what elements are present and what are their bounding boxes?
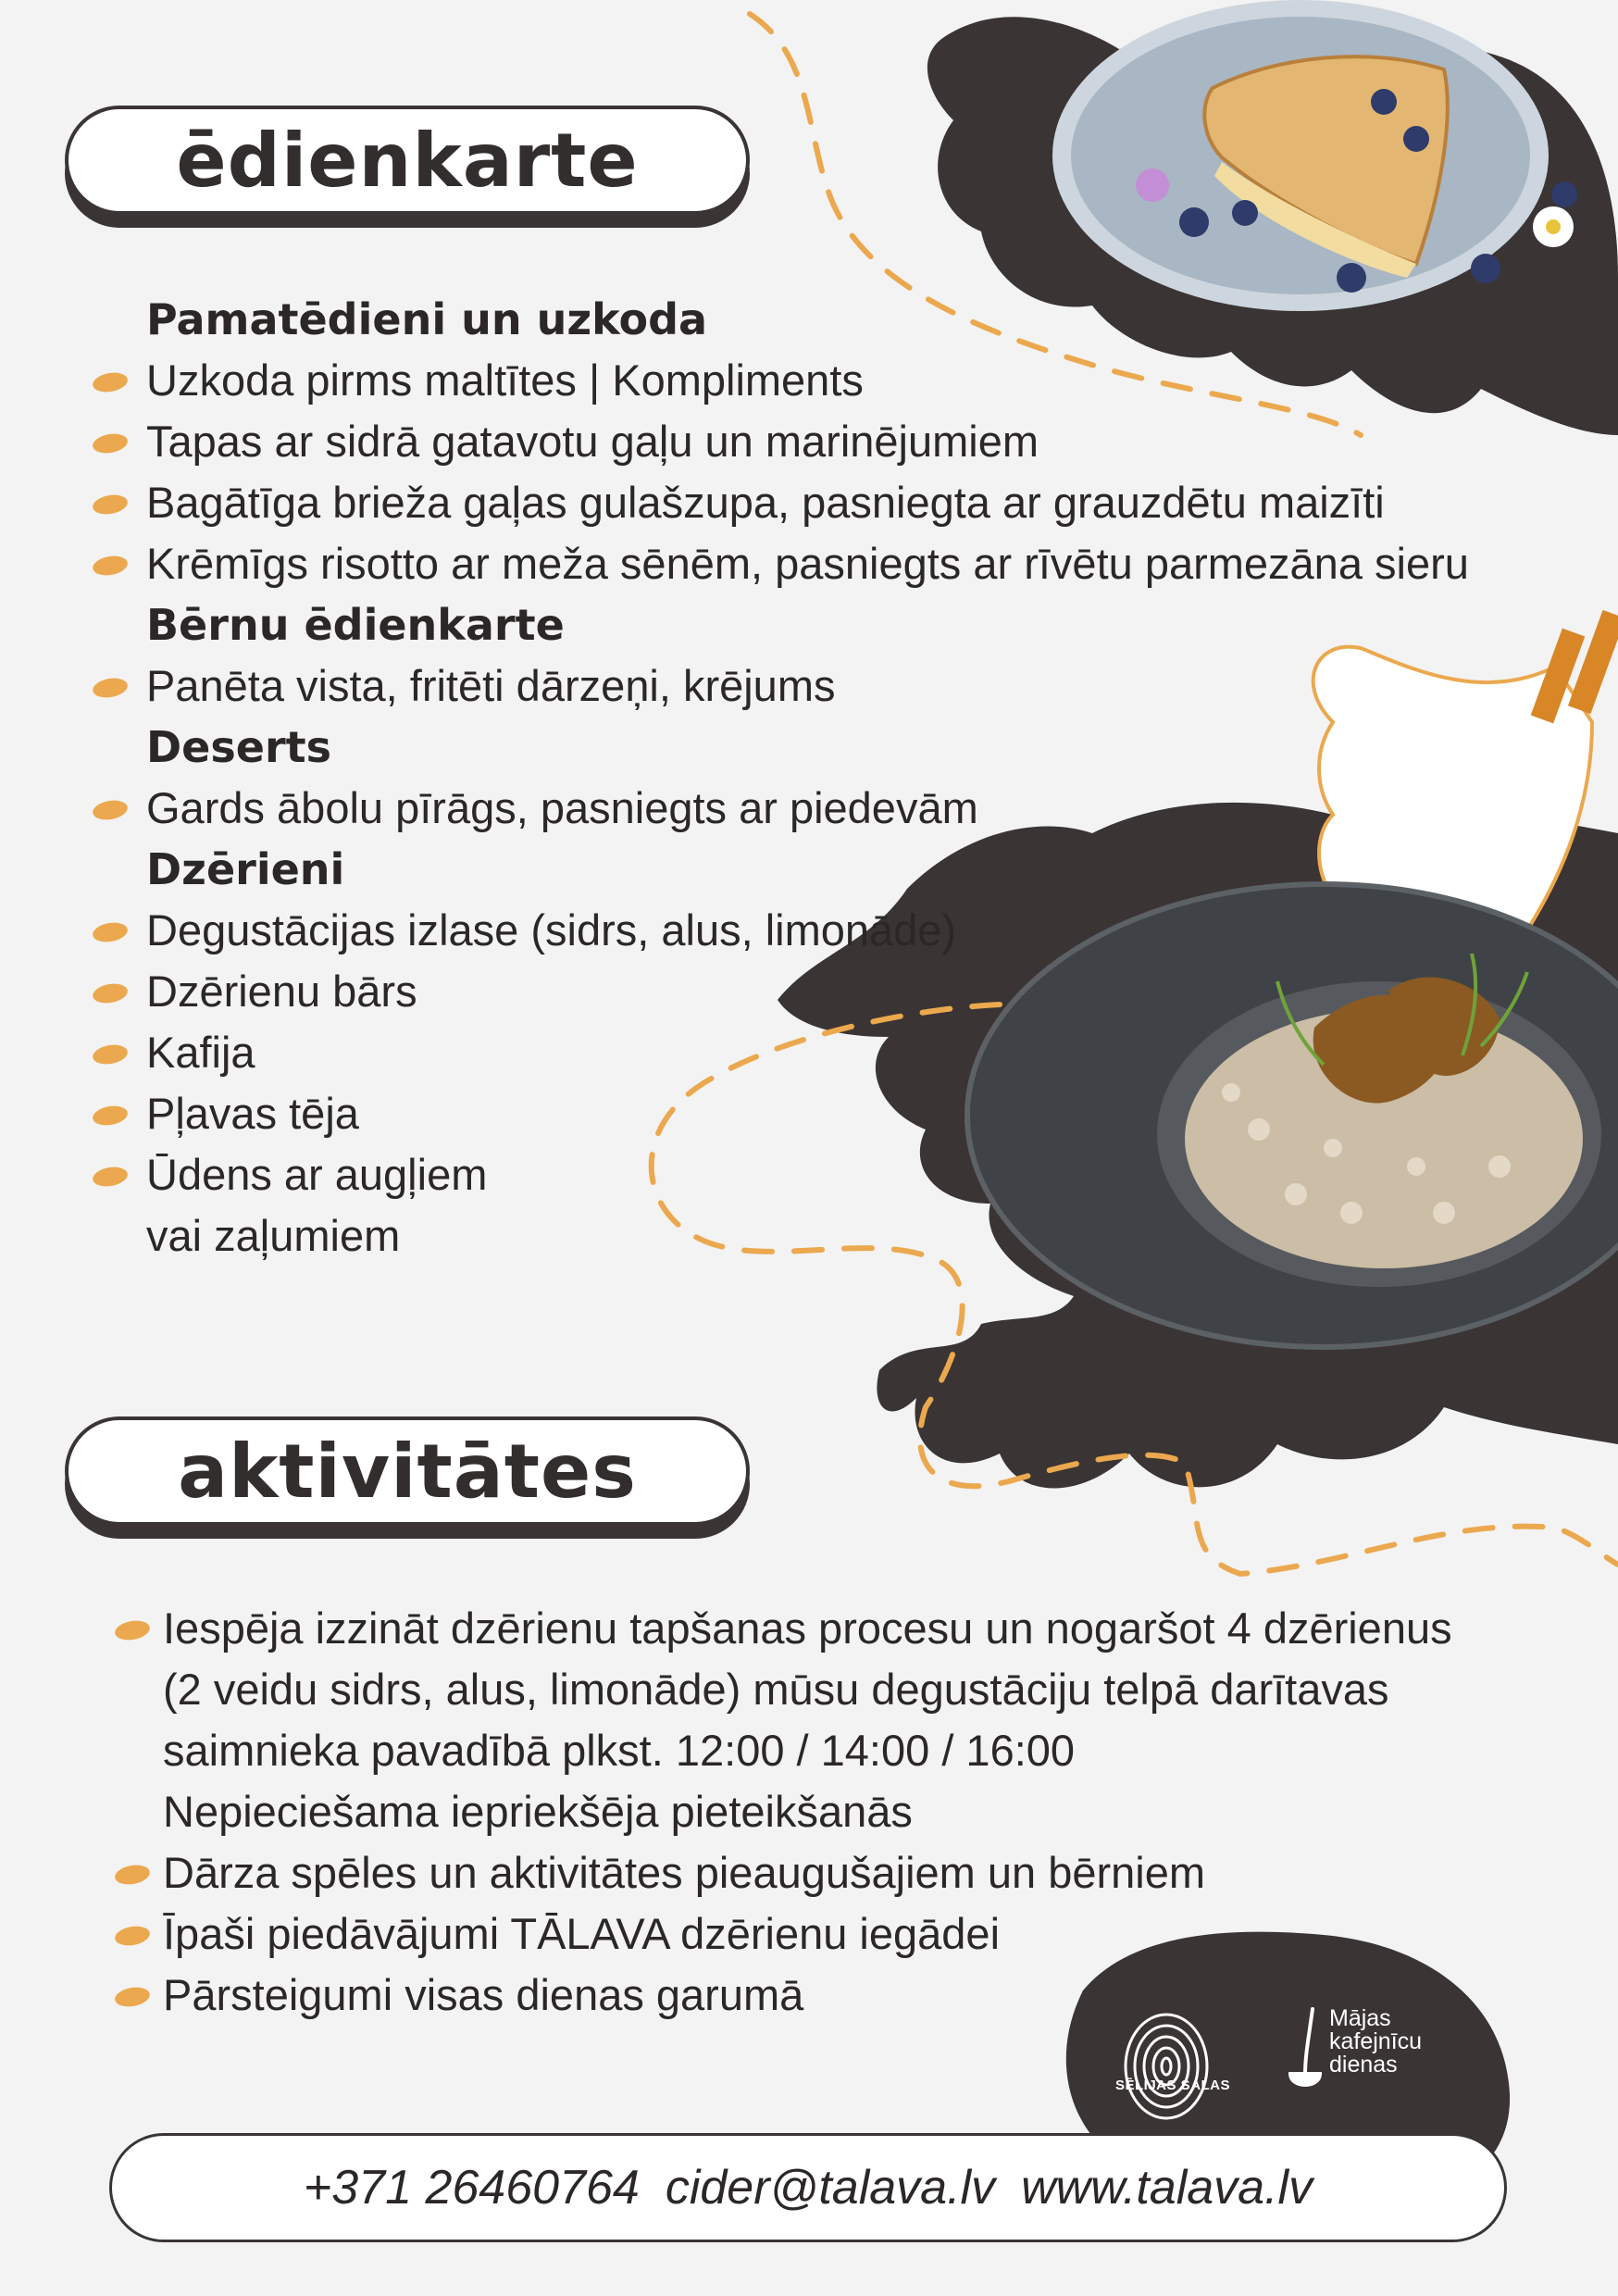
bullet-icon <box>114 1618 152 1642</box>
activity-text: Nepieciešama iepriekšēja pieteikšanās <box>163 1787 913 1836</box>
website-link[interactable]: www.talava.lv <box>1021 2161 1313 2215</box>
contact-bar <box>109 2133 1507 2242</box>
menu-item <box>89 411 1607 472</box>
bullet-icon <box>92 370 130 394</box>
logo-line: Mājas <box>1329 2005 1391 2031</box>
bullet-icon <box>92 431 130 455</box>
activity-text: saimnieka pavadībā plkst. 12:00 / 14:00 / 16:00 <box>163 1726 1076 1775</box>
menu-item <box>89 350 1607 411</box>
menu-item-text: Gards ābolu pīrāgs, pasniegts ar piedevām <box>146 783 978 832</box>
selijas-salas-logo-text: SĒLIJAS SALAS <box>1115 2078 1231 2093</box>
activity-item <box>111 1842 1592 1903</box>
activity-text: (2 veidu sidrs, alus, limonāde) mūsu degustāciju telpā darītavas <box>163 1665 1389 1714</box>
menu-item <box>89 472 1607 533</box>
email-link[interactable]: cider@talava.lv <box>665 2161 996 2215</box>
bullet-icon <box>114 1863 152 1887</box>
menu-item-text: Uzkoda pirms maltītes | Kompliments <box>146 356 864 405</box>
activity-text: Pārsteigumi visas dienas garumā <box>163 1970 804 2019</box>
menu-item-text: Degustācijas izlase (sidrs, alus, limonāde) <box>146 905 957 955</box>
bullet-icon <box>92 676 130 700</box>
bullet-icon <box>92 1165 130 1189</box>
menu-item <box>89 778 1607 839</box>
activity-text: Iespēja izzināt dzērienu tapšanas procesu un nogaršot 4 dzērienus <box>163 1603 1452 1653</box>
menu-item-text: Krēmīgs risotto ar meža sēnēm, pasniegts ar rīvētu parmezāna sieru <box>146 539 1469 588</box>
bullet-icon <box>92 1104 130 1128</box>
bullet-icon <box>92 920 130 944</box>
menu-item <box>89 961 1607 1022</box>
activity-item-continuation <box>111 1659 1592 1720</box>
menu-item <box>89 533 1607 594</box>
menu-item-text: vai zaļumiem <box>146 1211 401 1260</box>
menu-item <box>89 1144 1607 1205</box>
menu-item-text: Dzērienu bārs <box>146 967 417 1016</box>
bullet-icon <box>114 1924 152 1948</box>
menu-item-continuation <box>89 1205 1607 1267</box>
menu-item-text: Ūdens ar augļiem <box>146 1150 488 1199</box>
menu-item-text: Tapas ar sidrā gatavotu gaļu un marinējumiem <box>146 417 1039 466</box>
activity-item-continuation <box>111 1781 1592 1842</box>
menu-item-text: Pļavas tēja <box>146 1089 359 1138</box>
activity-text: Dārza spēles un aktivitātes pieaugušajiem un bērniem <box>163 1848 1206 1897</box>
bullet-icon <box>114 1985 152 2009</box>
activities-title-pill <box>65 1416 750 1539</box>
bullet-icon <box>92 798 130 822</box>
menu-item-text: Panēta vista, fritēti dārzeņi, krējums <box>146 661 836 710</box>
logo-line: dienas <box>1329 2052 1398 2078</box>
bullet-icon <box>92 1042 130 1067</box>
phone-link[interactable]: +371 26460764 <box>303 2161 640 2215</box>
bullet-icon <box>92 493 130 517</box>
activity-item <box>111 1598 1592 1659</box>
activity-item <box>111 1903 1592 1965</box>
majas-kafejnicu-logo-text <box>1329 2007 1422 2077</box>
menu-group-heading: Bērnu ēdienkarte <box>146 600 565 650</box>
menu-item <box>89 1022 1607 1083</box>
menu-item-text: Bagātīga brieža gaļas gulašzupa, pasniegta ar grauzdētu maizīti <box>146 478 1385 527</box>
menu-item <box>89 900 1607 961</box>
bullet-icon <box>92 981 130 1005</box>
activity-item-continuation <box>111 1720 1592 1781</box>
logo-line: kafejnīcu <box>1329 2028 1423 2054</box>
activities-title: aktivitātes <box>178 1428 637 1515</box>
activity-text: Īpaši piedāvājumi TĀLAVA dzērienu iegādei <box>163 1909 1001 1958</box>
pie-plate <box>1052 0 1577 311</box>
bullet-icon <box>92 554 130 578</box>
menu-item-text: Kafija <box>146 1028 255 1077</box>
menu-group-heading: Pamatēdieni un uzkoda <box>146 294 708 344</box>
menu-group-heading: Deserts <box>146 722 332 772</box>
menu-list <box>89 289 1607 1267</box>
menu-title: ēdienkarte <box>176 117 639 204</box>
menu-group-heading: Dzērieni <box>146 844 345 894</box>
menu-item <box>89 655 1607 717</box>
menu-title-pill <box>65 106 750 228</box>
menu-item <box>89 1083 1607 1144</box>
activities-list <box>111 1598 1592 2026</box>
